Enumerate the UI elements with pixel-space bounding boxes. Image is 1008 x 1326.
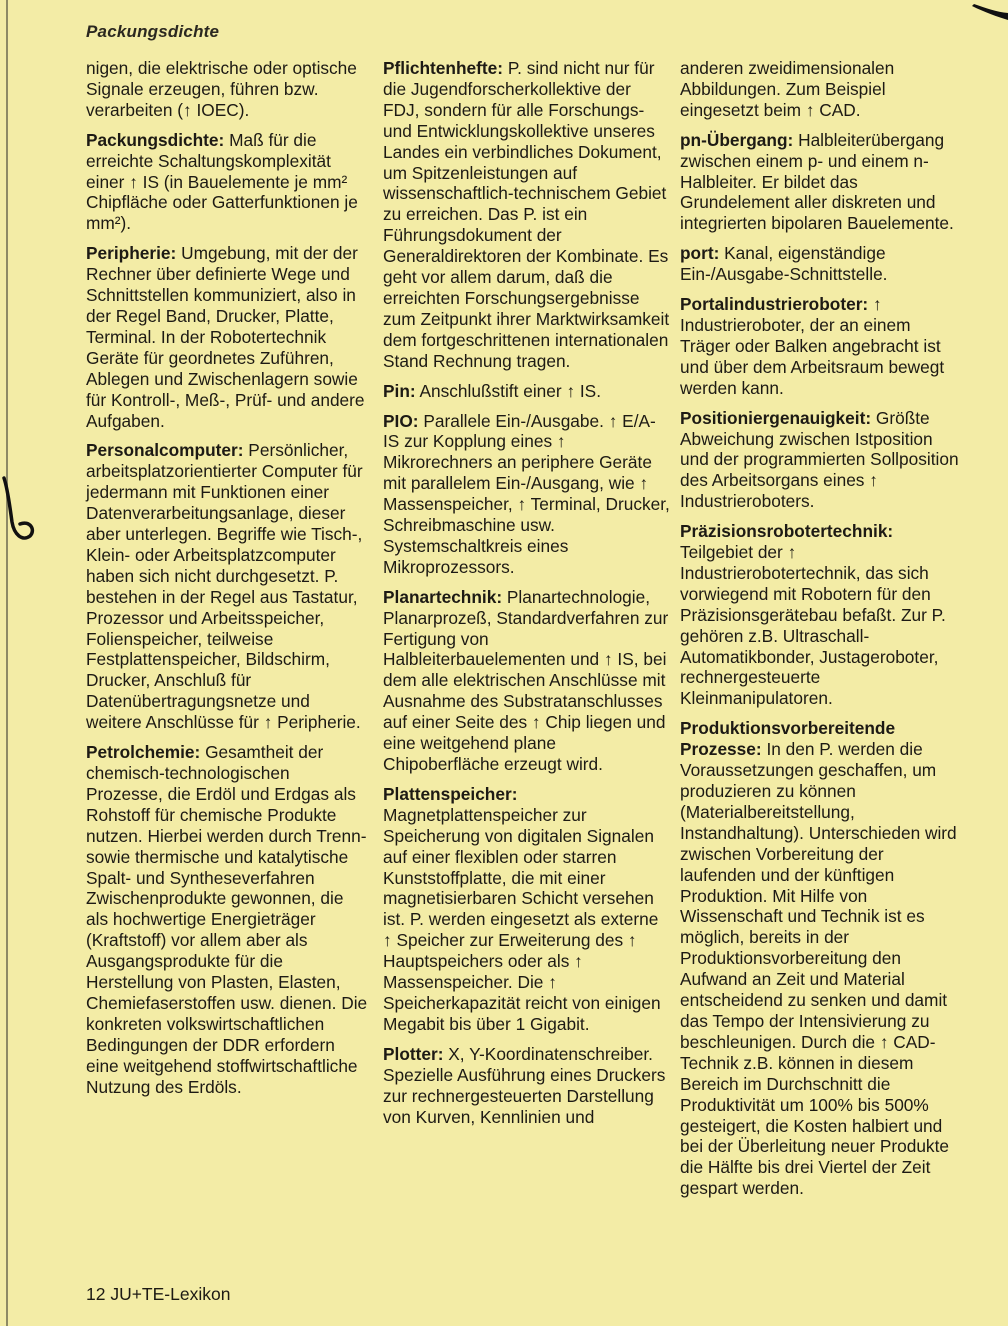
entry-text: P. sind nicht nur für die Jugendforscherkollektive der FDJ, sondern für alle Forschungs- und Entwicklungskollektive unseres Landes ein verbindliches Dokument, um Spitzenleistungen auf wissenschaftlich-technischem Gebiet zu erreichen. Das P. ist ein Führungsdokument der Generaldirektoren der Kombinate. Es geht vor allem darum, daß die erreichten Forschungsergebnisse zum Zeitpunkt ihrer Marktwirksamkeit dem fortgeschrittenen internationalen Stand Rechnung tragen.: [383, 58, 670, 371]
entry-term: port:: [680, 243, 720, 264]
lexicon-entry: [383, 58, 670, 372]
entry-text: ↑ Industrieroboter, der an einem Träger oder Balken angebracht ist und über dem Arbeitsraum bewegt werden kann.: [680, 294, 945, 398]
entry-text: Anschlußstift einer ↑ IS.: [415, 380, 602, 401]
lexicon-entry: [680, 130, 964, 235]
lexicon-entry: [86, 243, 370, 431]
entry-text: Größte Abweichung zwischen Istposition und der programmierten Sollposition des Arbeitsorgans eines ↑ Industrieroboters.: [680, 407, 959, 512]
lexicon-entry: [86, 742, 370, 1097]
column-3: [680, 58, 964, 1208]
entry-text: Maß für die erreichte Schaltungskomplexität einer ↑ IS (in Bauelemente je mm² Chipfläche oder Gatterfunktionen je mm²).: [86, 129, 358, 234]
entry-text: Magnetplattenspeicher zur Speicherung von digitalen Signalen auf einer flexiblen oder starren Kunststoffplatte, die mit einer magnetisierbaren Schicht versehen ist. P. werden eingesetzt als externe ↑ Speicher zur Erweiterung des ↑ Hauptspeichers oder als ↑ Massenspeicher. Die ↑ Speicherkapazität reicht von einigen Megabit bis über 1 Gigabit.: [383, 804, 661, 1034]
lexicon-entry: [680, 521, 964, 709]
entry-text: Kanal, eigenständige Ein-/Ausgabe-Schnittstelle.: [680, 243, 888, 285]
entry-term: Produktionsvorbereitende Prozesse:: [680, 718, 896, 760]
entry-text: Parallele Ein-/Ausgabe. ↑ E/A-IS zur Kopplung eines ↑ Mikrorechners an periphere Geräte mit parallelem Ein-/Ausgang, wie ↑ Massenspeicher, ↑ Terminal, Drucker, Schreibmaschine usw. Systemschaltkreis eines Mikroprozessors.: [383, 410, 670, 577]
lexicon-entry: [86, 440, 370, 733]
running-header: Packungsdichte: [86, 22, 220, 41]
lexicon-entry: [86, 58, 370, 121]
entry-term: Plattenspeicher:: [383, 783, 518, 804]
entry-term: Pflichtenhefte:: [383, 58, 504, 78]
entry-term: Pin:: [383, 380, 416, 401]
entry-text: In den P. werden die Voraussetzungen geschaffen, um produzieren zu können (Materialbereitstellung, Instandhaltung). Unterschieden wird zwischen Vorbereitung der laufenden und der künftigen Produktion. Mit Hilfe von Wissenschaft und Technik ist es möglich, bereits in der Produktionsvorbereitung den Aufwand an Zeit und Material entscheidend zu senken und damit das Tempo der Intensivierung zu beschleunigen. Durch die ↑ CAD-Technik z.B. können in diesem Bereich im Durchschnitt die Produktivität um 100% bis 500% gesteigert, die Kosten halbiert und bei der Überleitung neuer Produkte die Hälfte bis drei Viertel der Zeit gespart werden.: [680, 739, 957, 1199]
entry-term: Petrolchemie:: [86, 742, 201, 763]
lexicon-entry: [680, 58, 964, 121]
entry-term: PIO:: [383, 410, 419, 431]
entry-text: Umgebung, mit der der Rechner über definierte Wege und Schnittstellen kommuniziert, also in der Regel Band, Drucker, Platte, Terminal. In der Robotertechnik Geräte für geordnetes Zuführen, Ablegen und Zwischenlagern sowie für Kontroll-, Meß-, Prüf- und andere Aufgaben.: [86, 243, 365, 431]
entry-text: anderen zweidimensionalen Abbildungen. Zum Beispiel eingesetzt beim ↑ CAD.: [680, 58, 895, 120]
entry-text: Planartechnologie, Planarprozeß, Standardverfahren zur Fertigung von Halbleiterbauelementen und ↑ IS, bei dem alle elektrischen Anschlüsse mit Ausnahme des Substratanschlusses auf einer Seite des ↑ Chip liegen und eine weitgehend plane Chipoberfläche erzeugt wird.: [383, 586, 669, 774]
entry-term: Peripherie:: [86, 243, 177, 264]
page-edge-rule: [6, 0, 8, 1326]
entry-term: Personalcomputer:: [86, 440, 244, 461]
column-1: [86, 58, 370, 1107]
corner-ink-mark: [960, 0, 1008, 22]
lexicon-entry: [383, 1044, 670, 1128]
column-2: [383, 58, 670, 1136]
entry-term: pn-Übergang:: [680, 129, 794, 150]
lexicon-entry: [383, 587, 670, 775]
lexicon-entry: [383, 784, 670, 1035]
entry-text: Teilgebiet der ↑ Industrierobotertechnik, das sich vorwiegend mit Robotern für den Präzisionsgerätebau befaßt. Zur P. gehören z.B. Ultraschall-Automatikbonder, Justageroboter, rechnergesteuerte Kleinmanipulatoren.: [680, 542, 946, 709]
entry-text: Persönlicher, arbeitsplatzorientierter Computer für jedermann mit Funktionen einer Datenverarbeitungsanlage, dieser aber unterlegen. Begriffe wie Tisch-, Klein- oder Arbeitsplatzcomputer haben sich nicht durchgesetzt. P. bestehen in der Regel aus Tastatur, Prozessor und Arbeitsspeicher, Folienspeicher, teilweise Festplattenspeicher, Bildschirm, Drucker, Anschluß für Datenübertragungsnetze und weitere Anschlüsse für ↑ Peripherie.: [86, 440, 363, 733]
entry-text: nigen, die elektrische oder optische Signale erzeugen, führen bzw. verarbeiten (↑ IOEC).: [86, 58, 357, 120]
entry-term: Portalindustrieroboter:: [680, 294, 869, 315]
lexicon-entry: [680, 718, 964, 1199]
page-footer: 12 JU+TE-Lexikon: [86, 1284, 231, 1304]
lexicon-entry: [383, 381, 670, 402]
entry-term: Positioniergenauigkeit:: [680, 407, 872, 428]
handwritten-pen-mark: [0, 470, 40, 550]
lexicon-entry: [680, 408, 964, 513]
entry-term: Packungsdichte:: [86, 129, 225, 150]
entry-text: Gesamtheit der chemisch-technologischen Prozesse, die Erdöl und Erdgas als Rohstoff für chemische Produkte nutzen. Hierbei werden durch Trenn- sowie thermische und katalytische Spalt- und Syntheseverfahren Zwischenprodukte gewonnen, die als hochwertige Energieträger (Kraftstoff) vor allem aber als Ausgangsprodukte für die Herstellung von Plasten, Elasten, Chemiefaserstoffen usw. dienen. Die konkreten volkswirtschaftlichen Bedingungen der DDR erfordern eine weitgehend stoffwirtschaftliche Nutzung des Erdöls.: [86, 742, 368, 1097]
entry-text: Halbleiterübergang zwischen einem p- und einem n-Halbleiter. Er bildet das Grundelement aller diskreten und integrierten bipolaren Bauelemente.: [680, 129, 954, 234]
lexicon-entry: [383, 411, 670, 578]
entry-term: Präzisionsrobotertechnik:: [680, 521, 894, 542]
lexicon-entry: [86, 130, 370, 235]
entry-term: Planartechnik:: [383, 586, 503, 607]
lexicon-entry: [680, 294, 964, 399]
entry-term: Plotter:: [383, 1043, 444, 1064]
lexicon-entry: [680, 243, 964, 285]
entry-text: X, Y-Koordinatenschreiber. Spezielle Ausführung eines Druckers zur rechnergesteuerten Darstellung von Kurven, Kennlinien und: [383, 1043, 666, 1127]
